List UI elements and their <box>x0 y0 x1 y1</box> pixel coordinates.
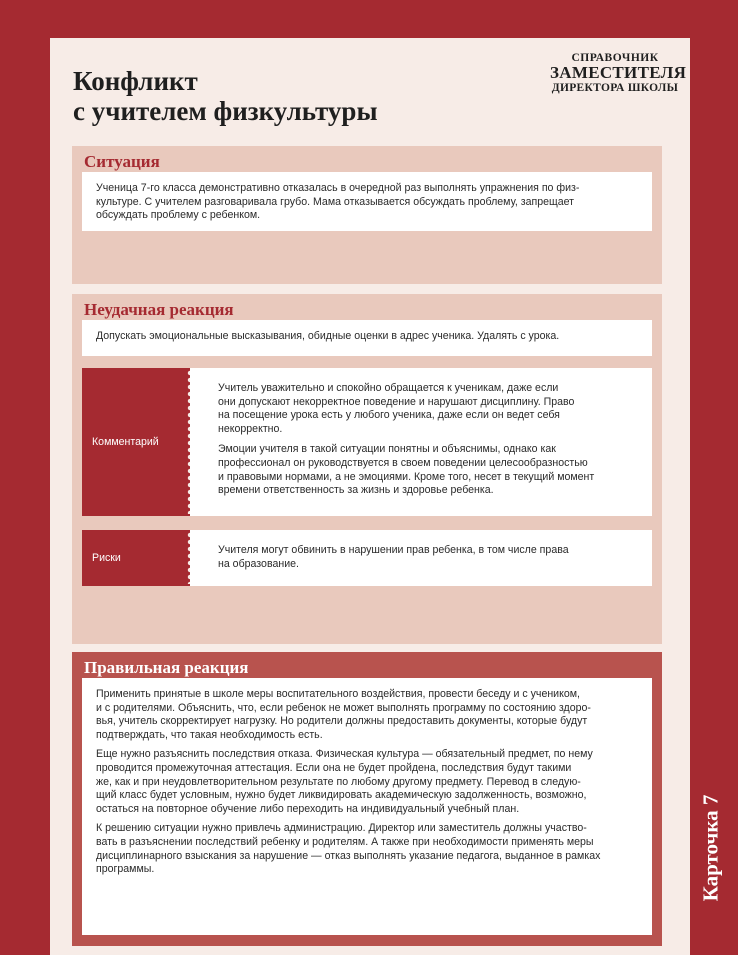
logo-line-3: ДИРЕКТОРА ШКОЛЫ <box>551 81 679 94</box>
situation-section <box>72 146 662 284</box>
text-line: щий класс будет условным, нужно будет ликвидировать академическую задолженность, возможно, <box>96 789 587 802</box>
text-line: на образование. <box>218 557 299 570</box>
text-line: Ученица 7-го класса демонстративно отказалась в очередной раз выполнять упражнения по физ- <box>96 182 580 194</box>
risks-label-text: Риски <box>92 552 121 564</box>
comment-paragraph-2 <box>218 443 632 497</box>
logo-line-2: ЗАМЕСТИТЕЛЯ <box>550 63 687 83</box>
situation-text <box>82 172 652 231</box>
bad-reaction-text: Допускать эмоциональные высказывания, обидные оценки в адрес ученика. Удалять с урока. <box>82 320 652 356</box>
right-paragraph-2 <box>96 748 638 816</box>
situation-heading: Ситуация <box>84 152 160 171</box>
text-line: дисциплинарного взыскания за нарушение — отказ выполнять указание педагога, выданное в рамках <box>96 849 601 862</box>
text-line: программы. <box>96 863 155 876</box>
text-line: Еще нужно разъяснить последствия отказа. Физическая культура — обязательный предмет, по нему <box>96 748 593 761</box>
comment-label-text: Комментарий <box>92 436 159 448</box>
text-line: К решению ситуации нужно привлечь администрацию. Директор или заместитель должны участво- <box>96 822 587 835</box>
publication-logo <box>550 52 687 94</box>
right-paragraph-1 <box>96 688 638 742</box>
card-number-tab <box>691 778 731 918</box>
comment-text <box>190 368 652 516</box>
text-line: Учителя могут обвинить в нарушении прав ребенка, в том числе права <box>218 544 569 556</box>
right-reaction-text <box>82 678 652 935</box>
text-line: остаться на повторное обучение либо переходить на индивидуальный учебный план. <box>96 802 520 815</box>
comment-row <box>82 368 652 516</box>
text-line: времени ответственность за жизнь и здоровье ребенка. <box>218 484 494 497</box>
risks-label <box>82 530 190 586</box>
bad-reaction-heading: Неудачная реакция <box>84 300 234 319</box>
text-line: некорректно. <box>218 422 283 435</box>
text-line: проводится промежуточная аттестация. Если она не будет пройдена, последствия будут такими <box>96 761 572 774</box>
page-title-line-1: Конфликт <box>73 66 198 96</box>
comment-paragraph-1 <box>218 382 632 436</box>
text-line: Применить принятые в школе меры воспитательного воздействия, провести беседу и с учеником, <box>96 688 580 700</box>
card-number-label: Карточка 7 <box>698 794 723 902</box>
text-line: вать в разъяснении последствий ребенку и родителям. А также при необходимости применять меры <box>96 835 594 848</box>
page-title <box>73 66 378 126</box>
right-reaction-heading: Правильная реакция <box>84 658 249 677</box>
text-line: профессионал он руководствуется в своем поведении целесообразностью <box>218 456 588 469</box>
risks-row <box>82 530 652 586</box>
comment-label <box>82 368 190 516</box>
text-line: культуре. С учителем разговаривала грубо. Мама отказывается обсуждать проблему, запрещает <box>96 195 574 208</box>
text-line: и правовыми нормами, а не эмоциями. Кроме того, несет в текущий момент <box>218 470 595 483</box>
risks-text <box>190 530 652 586</box>
logo-line-1: СПРАВОЧНИК <box>571 52 659 64</box>
text-line: они допускают некорректное поведение и нарушают дисциплину. Право <box>218 395 575 408</box>
text-line: обсуждать проблему с ребенком. <box>96 209 261 222</box>
card-page <box>50 38 690 955</box>
text-line: на посещение урока есть у любого ученика, даже если он ведет себя <box>218 409 560 422</box>
text-line: Учитель уважительно и спокойно обращается к ученикам, даже если <box>218 382 559 394</box>
page-title-line-2: с учителем физкультуры <box>73 96 378 126</box>
bad-reaction-section <box>72 294 662 644</box>
text-line: вья, учитель скорректирует нагрузку. Но родители должны предоставить документы, которые будут <box>96 715 588 728</box>
text-line: и с родителями. Объяснить, что, если ребенок не может выполнять программу по состоянию здоро- <box>96 701 591 714</box>
text-line: же, как и при неудовлетворительном результате по любому другому предмету. Перевод в следую- <box>96 775 581 788</box>
right-reaction-section <box>72 652 662 946</box>
text-line: Эмоции учителя в такой ситуации понятны и объяснимы, однако как <box>218 443 556 456</box>
text-line: подтверждать, что такая необходимость есть. <box>96 728 323 741</box>
right-paragraph-3 <box>96 822 638 876</box>
